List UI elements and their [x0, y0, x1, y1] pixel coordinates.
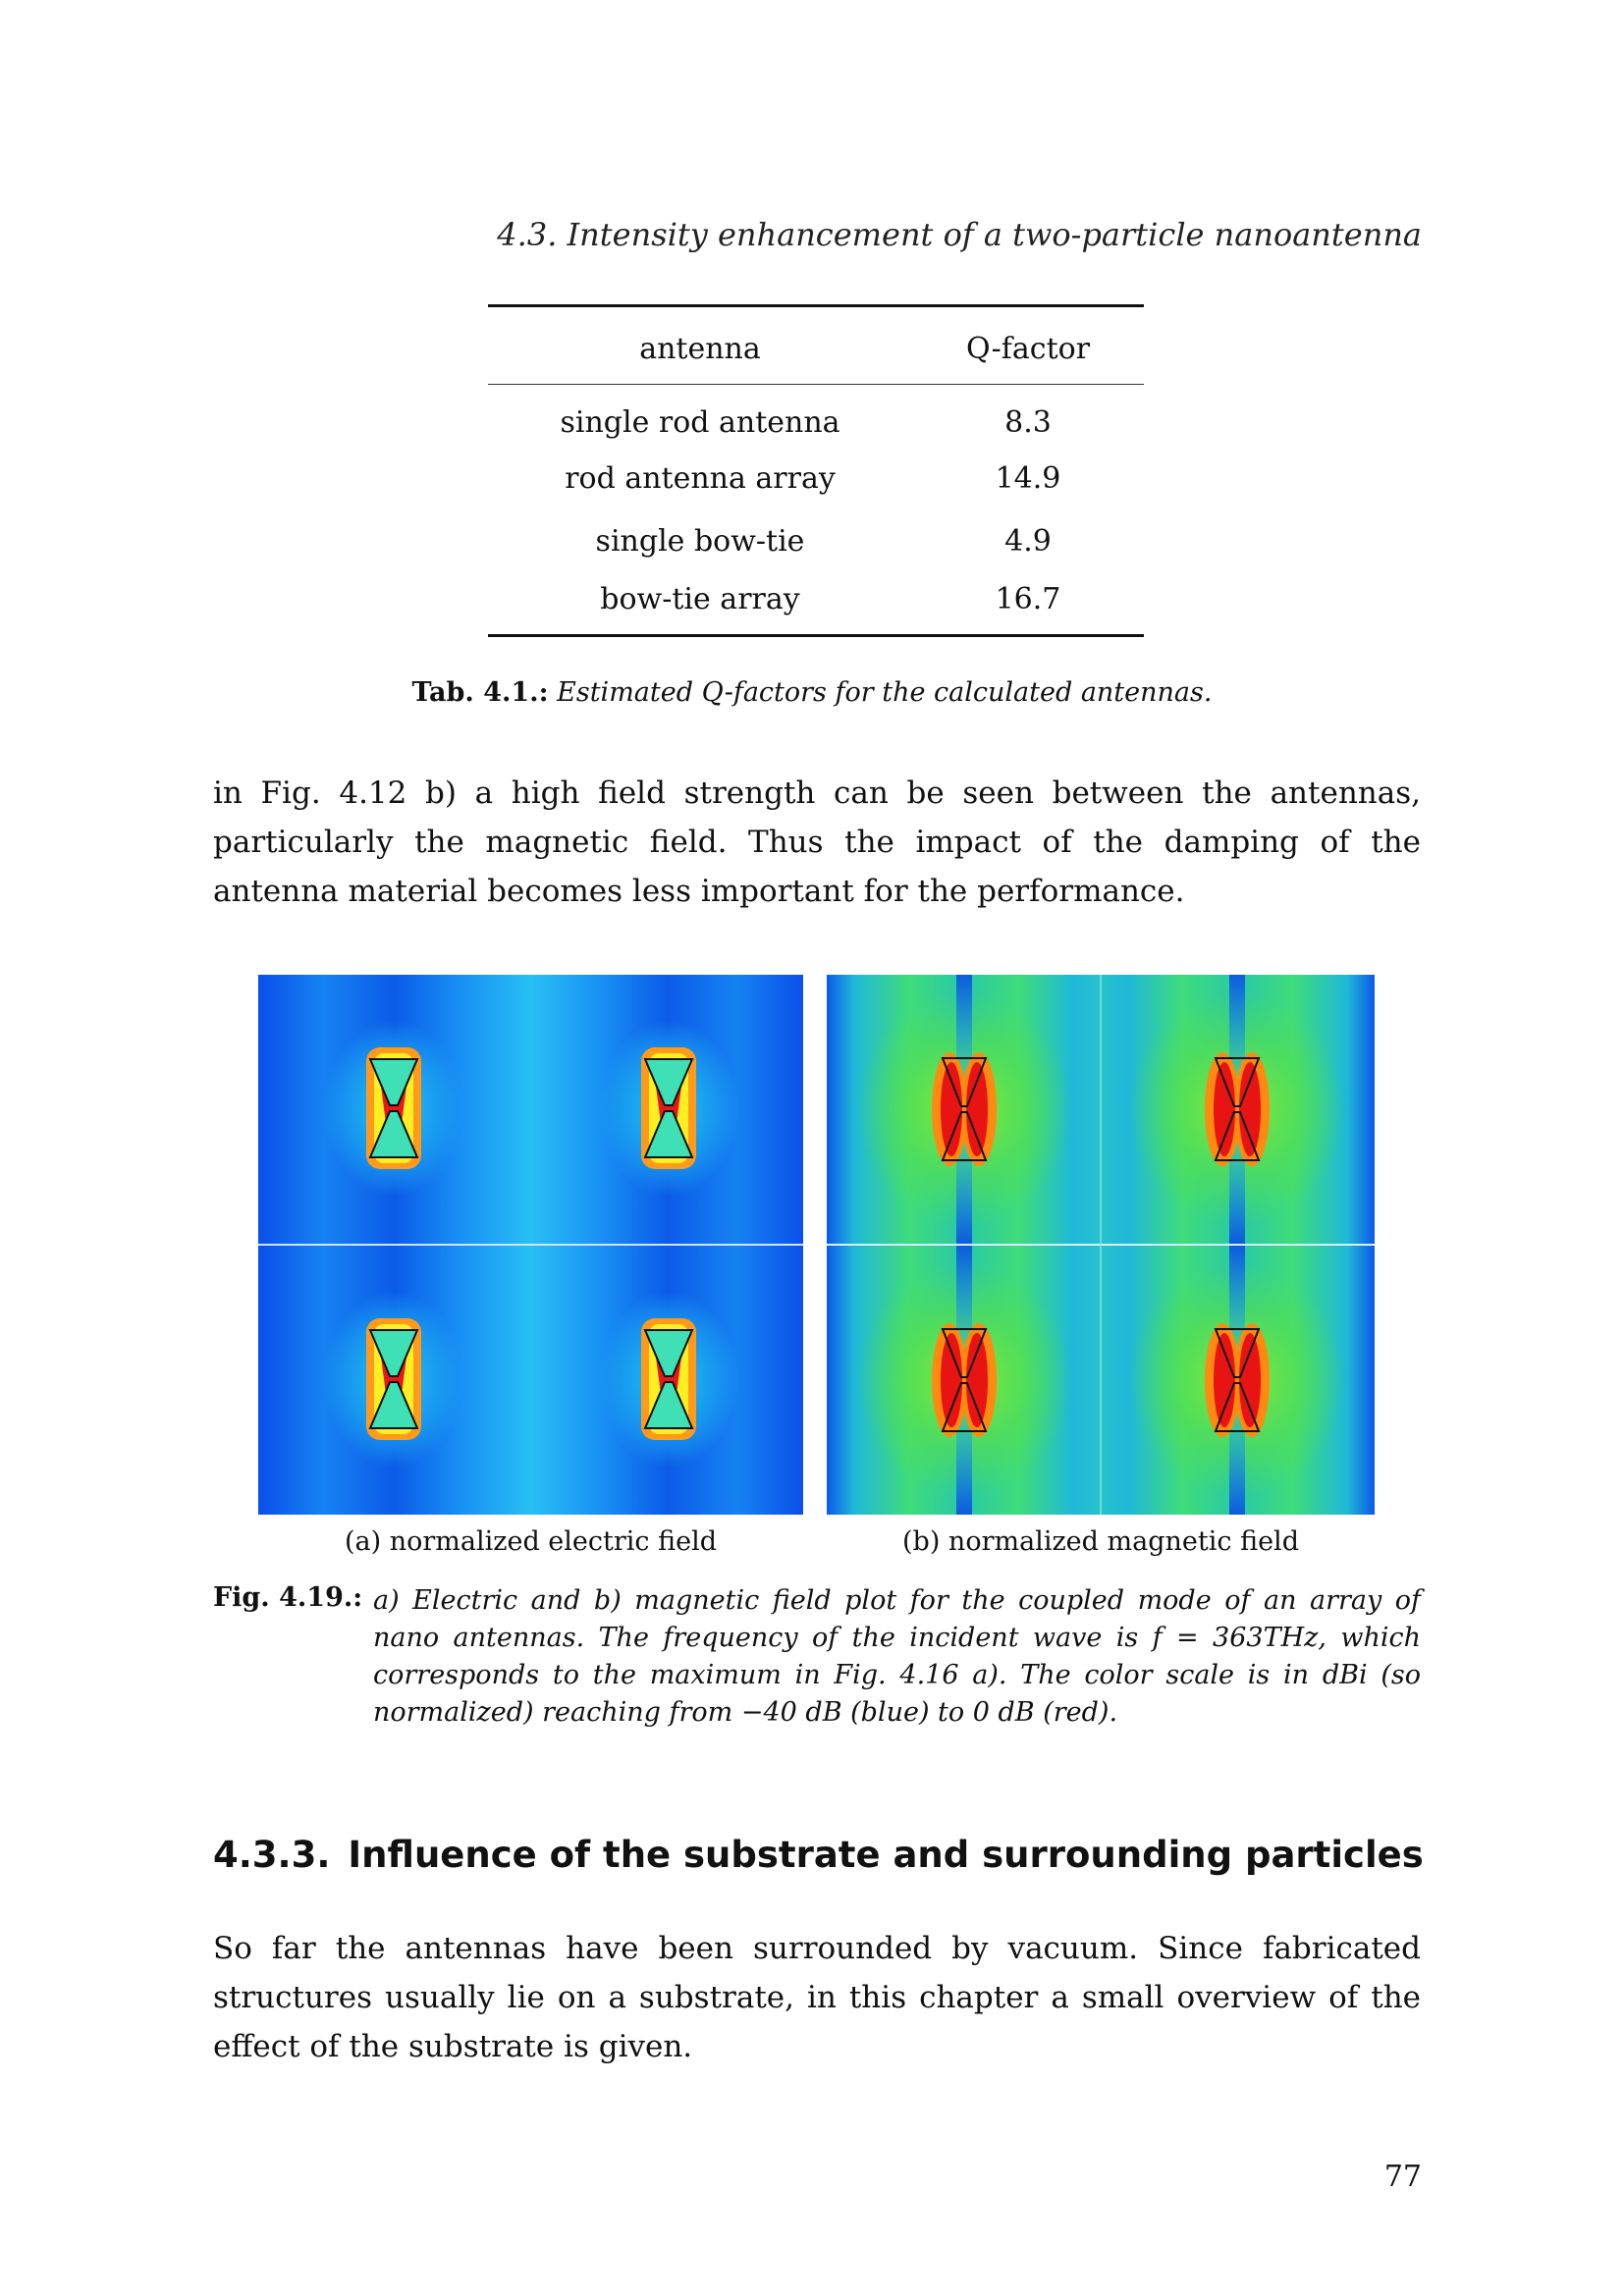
table-row	[488, 385, 1144, 448]
figure-caption-label: Fig. 4.19.:	[213, 1582, 363, 1613]
q-factor-table	[488, 304, 1144, 637]
table-cell-q-factor: 4.9	[1004, 524, 1052, 559]
table-cell-q-factor: 8.3	[1004, 405, 1052, 441]
magnetic-field-plot	[827, 975, 1375, 1515]
table-header-antenna: antenna	[488, 306, 912, 385]
body-paragraph-2: So far the antennas have been surrounded by vacuum. Since fabricated structures usually lie on a substrate, in this chapter a small overview of the effect of the substrate is given.	[213, 1931, 1421, 2064]
subcaption-a: (a) normalized electric field	[344, 1526, 718, 1557]
table-caption	[196, 677, 1428, 708]
table-cell-antenna: rod antenna array	[565, 461, 836, 496]
section-number: 4.3.3.	[213, 1834, 331, 1876]
table-cell-q-factor: 14.9	[995, 461, 1061, 496]
table-caption-text: Estimated Q-factors for the calculated antennas.	[557, 677, 1213, 708]
section-title: Influence of the substrate and surrounding particles	[348, 1834, 1424, 1876]
figure-caption-text: a) Electric and b) magnetic field plot for the coupled mode of an array of nano antennas. The frequency of the incident wave is f = 363THz, which corresponds to the maximum in Fig. 4.16 a). The color scale is in dBi (so normalized) reaching from −40 dB (blue) to 0 dB (red).	[373, 1585, 1421, 1728]
page-number: 77	[1383, 2160, 1422, 2194]
subcaption-b: (b) normalized magnetic field	[902, 1526, 1299, 1557]
table-caption-label: Tab. 4.1.:	[411, 677, 549, 708]
body-paragraph-1: in Fig. 4.12 b) a high field strength can be seen between the antennas, particularly the magnetic field. Thus the impact of the damping of the antenna material becomes less important for the performance.	[213, 775, 1421, 909]
table-cell-antenna: single bow-tie	[595, 524, 805, 559]
section-heading	[213, 1834, 1424, 1876]
table-header-row	[488, 306, 1144, 385]
table-header-q-factor: Q-factor	[912, 306, 1144, 385]
electric-field-plot	[258, 975, 803, 1515]
table-row	[488, 573, 1144, 636]
table-row	[488, 448, 1144, 510]
table-row	[488, 510, 1144, 573]
table-cell-antenna: bow-tie array	[488, 573, 912, 636]
running-head: 4.3. Intensity enhancement of a two-particle nanoantenna	[497, 216, 1422, 253]
table-cell-antenna: single rod antenna	[560, 405, 840, 441]
table-cell-q-factor: 16.7	[912, 573, 1144, 636]
